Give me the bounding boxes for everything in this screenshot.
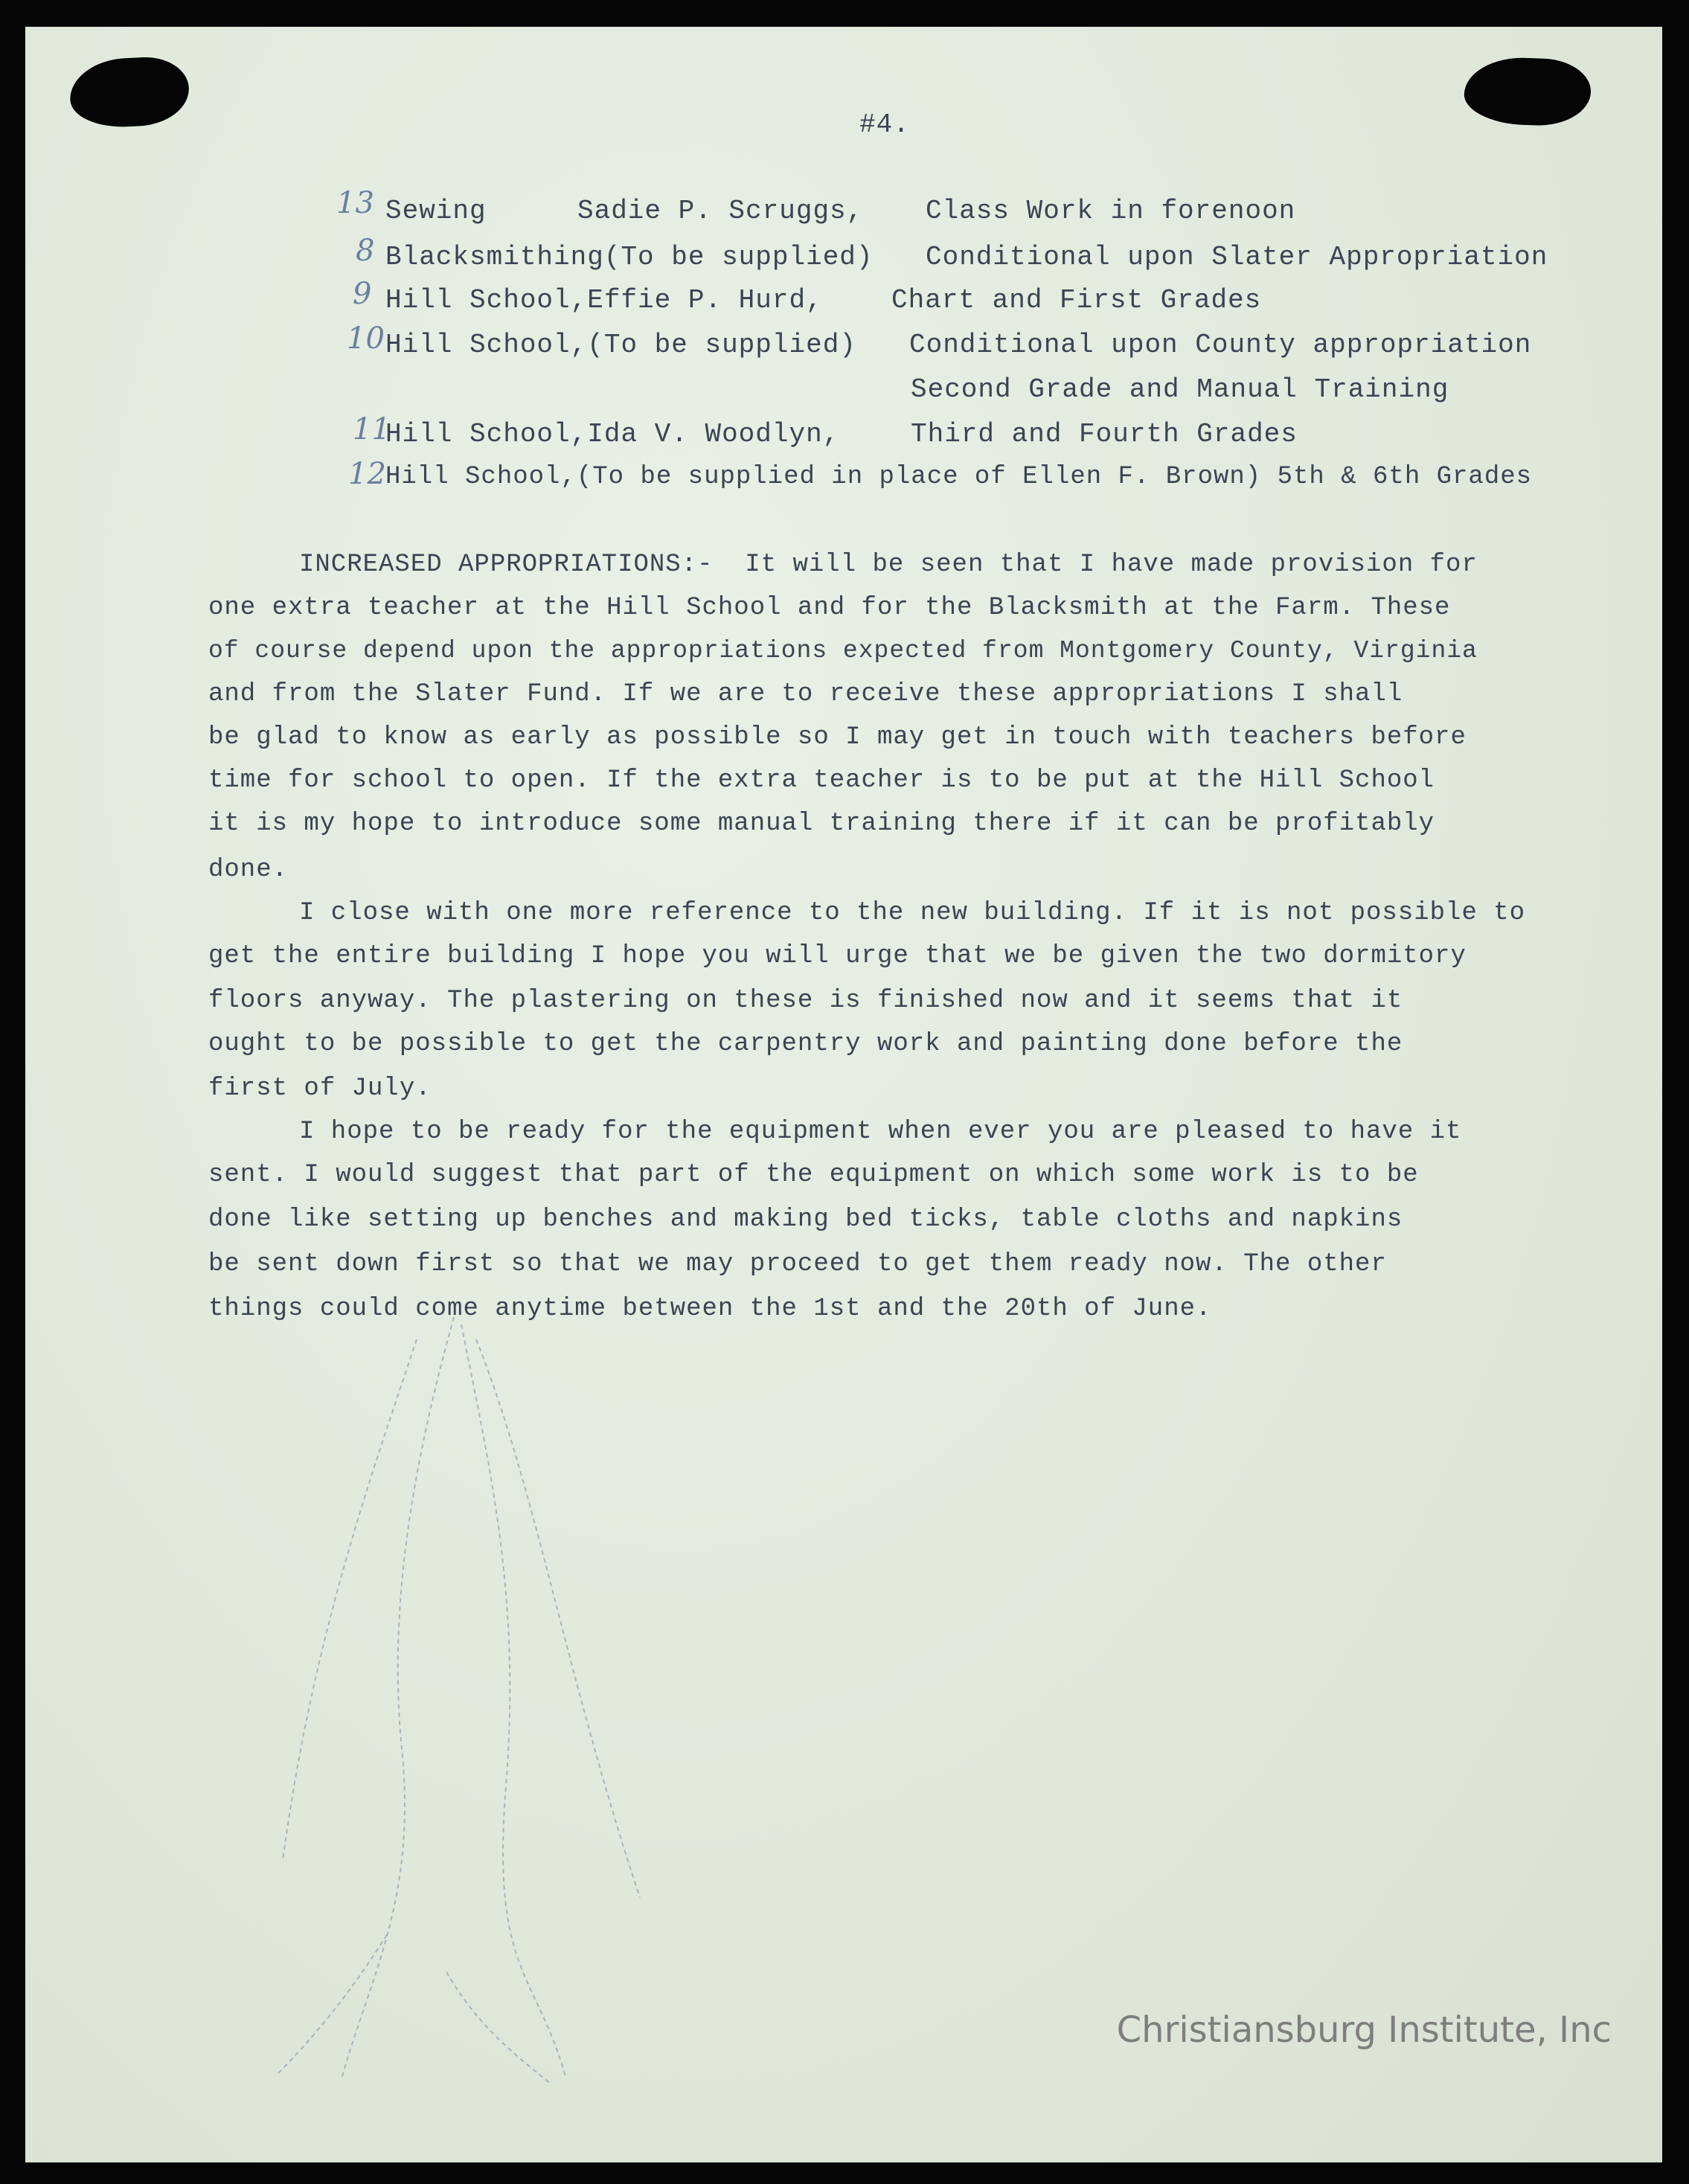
paragraph-line: ought to be possible to get the carpentry work and painting done before the bbox=[208, 1030, 1403, 1058]
paragraph-line: things could come anytime between the 1st and the 20th of June. bbox=[208, 1295, 1212, 1323]
watermark: Christiansburg Institute, Inc bbox=[1116, 2009, 1612, 2051]
staff-teacher: Sadie P. Scruggs, bbox=[577, 196, 864, 226]
paragraph-line: I close with one more reference to the new building. If it is not possible to bbox=[299, 899, 1526, 927]
paragraph-line: first of July. bbox=[208, 1075, 432, 1103]
paragraph-line: of course depend upon the appropriations expected from Montgomery County, Virginia bbox=[208, 637, 1478, 665]
paragraph-line: be glad to know as early as possible so I may get in touch with teachers before bbox=[208, 723, 1467, 752]
paragraph-line: floors anyway. The plastering on these is finished now and it seems that it bbox=[208, 987, 1403, 1015]
staff-notes: Chart and First Grades bbox=[891, 285, 1262, 316]
paragraph-line: it is my hope to introduce some manual training there if it can be profitably bbox=[208, 810, 1435, 838]
staff-entry: Hill School,Effie P. Hurd, bbox=[385, 285, 823, 316]
handwritten-number: 9 bbox=[353, 277, 372, 311]
paragraph-line: be sent down first so that we may proceed to get them ready now. The other bbox=[208, 1250, 1387, 1278]
staff-notes-continued: Second Grade and Manual Training bbox=[911, 374, 1449, 405]
handwritten-number: 13 bbox=[336, 186, 374, 220]
handwritten-number: 11 bbox=[353, 412, 391, 446]
staff-notes: Class Work in forenoon bbox=[926, 196, 1296, 226]
handwritten-number: 8 bbox=[356, 234, 375, 268]
page-number: #4. bbox=[859, 109, 910, 140]
paragraph-line: done. bbox=[208, 856, 289, 884]
staff-notes: Conditional upon County appropriation bbox=[909, 330, 1532, 360]
paragraph-line: sent. I would suggest that part of the equipment on which some work is to be bbox=[208, 1161, 1419, 1189]
paragraph-line: I hope to be ready for the equipment when ever you are pleased to have it bbox=[299, 1118, 1462, 1146]
handwritten-number: 10 bbox=[347, 321, 385, 356]
staff-notes: Third and Fourth Grades bbox=[911, 419, 1298, 449]
staff-entry: Blacksmithing(To be supplied) bbox=[385, 242, 874, 272]
staff-entry: Hill School,(To be supplied) bbox=[385, 330, 856, 360]
paragraph-line: and from the Slater Fund. If we are to receive these appropriations I shall bbox=[208, 680, 1403, 708]
paragraph-line: done like setting up benches and making bed ticks, table cloths and napkins bbox=[208, 1205, 1403, 1234]
handwritten-number: 12 bbox=[348, 457, 386, 491]
paragraph-line: one extra teacher at the Hill School and for the Blacksmith at the Farm. These bbox=[208, 594, 1451, 622]
staff-assignment: Sewing bbox=[385, 196, 487, 226]
staff-notes: Conditional upon Slater Appropriation bbox=[926, 242, 1548, 272]
paragraph-line: get the entire building I hope you will urge that we be given the two dormitory bbox=[208, 942, 1467, 970]
staff-entry: Hill School,Ida V. Woodlyn, bbox=[385, 419, 840, 449]
staff-entry: Hill School,(To be supplied in place of Ellen F. Brown) 5th & 6th Grades bbox=[385, 463, 1533, 491]
paragraph-line: time for school to open. If the extra teacher is to be put at the Hill School bbox=[208, 766, 1435, 795]
paragraph-line: INCREASED APPROPRIATIONS:- It will be seen that I have made provision for bbox=[299, 551, 1478, 579]
